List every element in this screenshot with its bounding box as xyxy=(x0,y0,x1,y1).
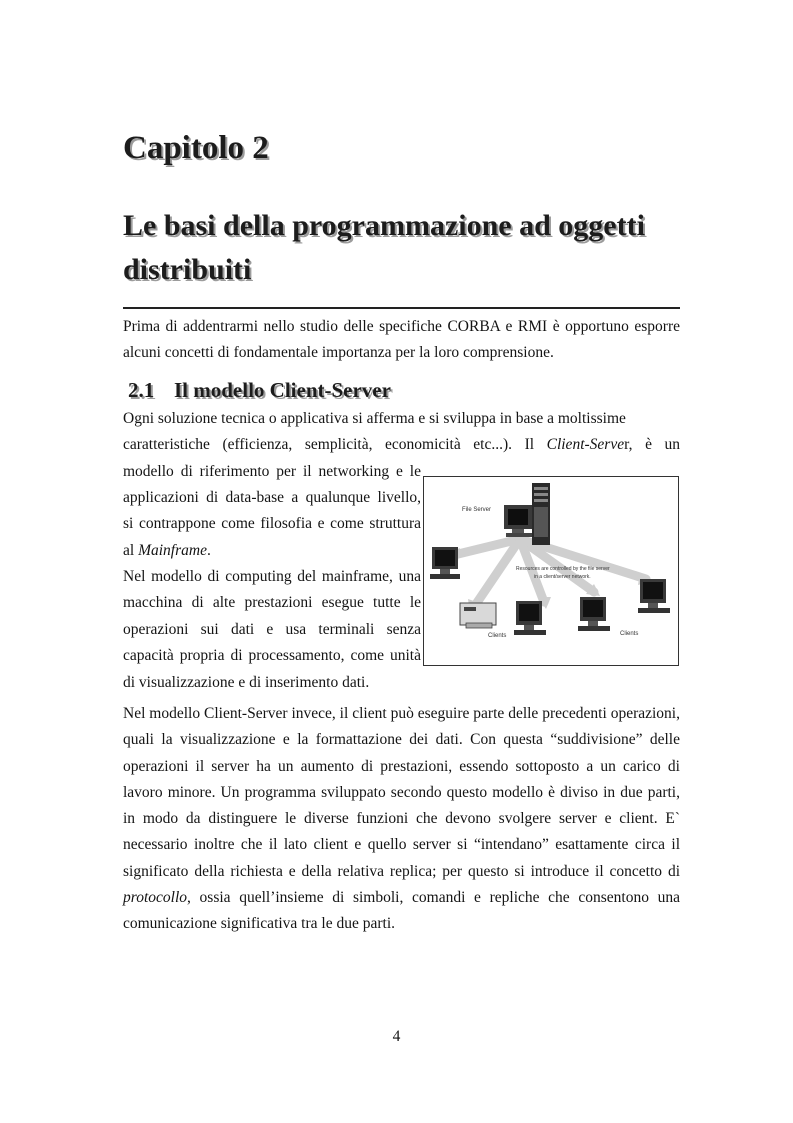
client-computer-icon xyxy=(430,547,460,579)
intro-paragraph: Prima di addentrarmi nello studio delle specifiche CORBA e RMI è opportuno esporre alcuni concetti di fondamentale importanza per la loro comprensione. xyxy=(123,318,680,362)
chapter-heading: Capitolo 2 xyxy=(123,130,269,166)
para2-line3: modello di riferimento per il networking e le xyxy=(123,463,421,480)
clients-label-left: Clients xyxy=(488,633,507,639)
printer-icon xyxy=(460,603,496,628)
para2-line4: applicazioni di data-base a qualunque livello, xyxy=(123,489,421,506)
para2-line1: Ogni soluzione tecnica o applicativa si afferma e si sviluppa in base a moltissime xyxy=(123,410,626,427)
mainframe-term: Mainframe xyxy=(138,542,207,559)
para3-line4: capacità propria di processamento, come unità xyxy=(123,647,421,664)
para3-line1: Nel modello di computing del mainframe, una xyxy=(123,568,421,585)
client-computer-icon xyxy=(638,579,670,613)
page-number: 4 xyxy=(392,1028,401,1045)
section-heading xyxy=(128,375,391,405)
client-computer-icon xyxy=(514,601,546,635)
body-paragraph: Nel modello Client-Server invece, il client può eseguire parte delle precedenti operazioni, quali la visualizzazione e la formattazione dei dati. Con questa “suddivisione” delle operazioni il server ha un aumento di prestazioni, essendo sottoposto a un carico di lavoro minore. Un programma sviluppato secondo questo modello è diviso in due parti, in modo da distinguere le diverse funzioni che devono svolgere server e client. E` necessario inoltre che il lato client e quello server si “intendano” esattamente circa il significato della richiesta e della relativa replica; per questo si introduce il concetto di protocollo, ossia quell’insieme di simboli, comandi e repliche che consentono una comunicazione significativa tra le due parti. xyxy=(123,705,680,933)
server-label: File Server xyxy=(462,507,492,513)
chapter-title: Le basi della programmazione ad oggetti distribuiti xyxy=(123,209,645,286)
client-server-term: Client-Serve xyxy=(546,436,625,453)
title-divider xyxy=(123,307,680,309)
para2-line6: al Mainframe. xyxy=(123,542,211,559)
para3-line2: macchina di alte prestazioni esegue tutte le xyxy=(123,594,421,611)
client-server-diagram xyxy=(423,476,679,666)
section-title: Il modello Client-Server xyxy=(174,378,391,402)
connection-lines xyxy=(454,539,646,607)
server-icon xyxy=(504,483,550,545)
clients-label-right: Clients xyxy=(620,631,639,637)
para2-line5: si contrappone come filosofia e come struttura xyxy=(123,515,421,532)
network-illustration xyxy=(424,477,678,665)
para3-line5: di visualizzazione e di inserimento dati. xyxy=(123,674,370,691)
para3-line3: operazioni sui dati e usa terminali senza xyxy=(123,621,421,638)
para2-line2: caratteristiche (efficienza, semplicità, economicità etc...). Il Client-Server, è un xyxy=(123,436,680,453)
protocol-term: protocollo xyxy=(123,889,188,907)
caption-line-2: in a client/server network. xyxy=(534,574,591,580)
client-computer-icon xyxy=(578,597,610,631)
caption-line-1: Resources are controlled by the file server xyxy=(516,566,610,572)
section-number: 2.1 xyxy=(128,378,155,402)
